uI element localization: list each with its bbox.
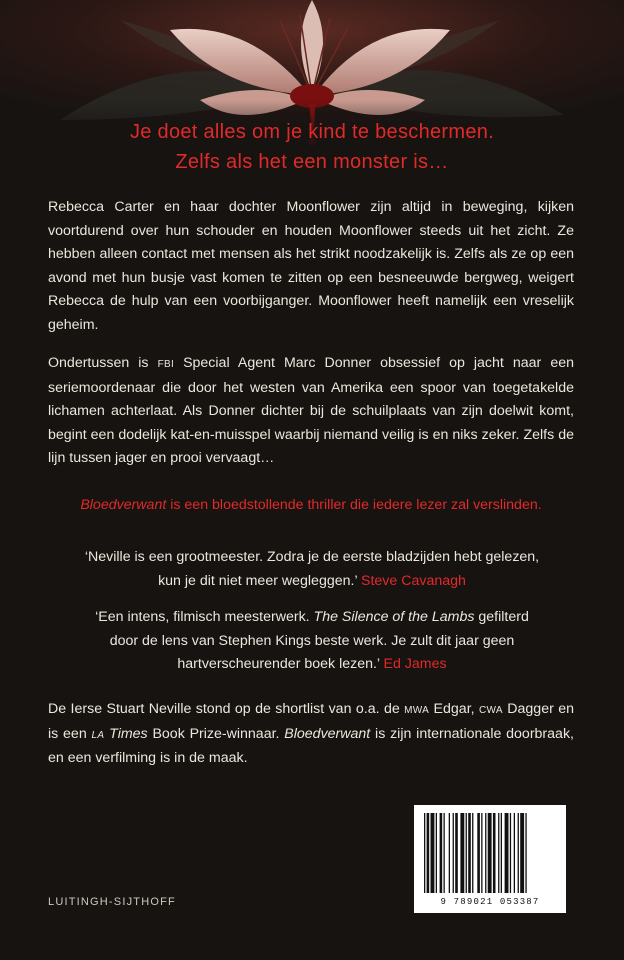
barcode-bar [431,813,435,893]
barcode-bar [477,813,480,893]
tagline [0,117,624,177]
barcode [414,805,566,913]
barcode-bar [481,813,482,893]
barcode-bar [501,813,502,893]
quote1-line1: ‘Neville is een grootmeester. Zodra je de eerste bladzijden hebt gelezen, [84,549,540,565]
fbi-abbr: FBI [157,359,175,370]
cwa-abbr: CWA [479,705,503,716]
p2-before: Ondertussen is [48,355,158,371]
barcode-bar [472,813,473,893]
barcode-bar [427,813,430,893]
barcode-bar [466,813,467,893]
author-bio [48,698,574,771]
quote2-title: The Silence of the Lambs [313,609,475,625]
bio-part-3: Dagger en is een [48,701,575,742]
quote2-author: Ed James [383,656,447,672]
barcode-bar [520,813,524,893]
quote1-line2: kun je dit niet meer wegleggen.’ [158,572,362,589]
tagline-line-2: Zelfs als het een monster is… [175,151,449,173]
barcode-bar [468,813,471,893]
synopsis-paragraph-1: Rebecca Carter en haar dochter Moonflower zijn altijd in beweging, kijken voortdurend over hun schouder en houden Moonflower steeds uit het zicht. Ze hebben alleen contact met mensen als het strikt noodzakelijk is. Zelfs als ze op een avond met hun busje vast komen te zitten op een besneeuwde bergweg, weigert Rebecca de hulp van een voorbijganger. Moonflower heeft namelijk een vreselijk geheim. [48,199,574,333]
isbn-number: 9 789021 053387 [440,897,540,907]
quote2-line2: door de lens van Stephen Kings beste werk. Je zult dit jaar geen [109,632,515,649]
barcode-bar [453,813,454,893]
bio-book-title: Bloedverwant [284,725,371,742]
barcode-bar [424,813,425,893]
publisher-logo: LUITINGH-SIJTHOFF [48,896,176,908]
tagline-line-1: Je doet alles om je kind te beschermen. [129,121,495,143]
barcode-bar [493,813,496,893]
barcode-bar [444,813,445,893]
book-title: Bloedverwant [80,497,167,513]
pitch-text: is een bloedstollende thriller die iedere lezer zal verslinden. [166,497,542,513]
quote2-line3: hartverscheurender boek lezen.’ [177,656,384,672]
barcode-bar [460,813,464,893]
barcode-bar [505,813,509,893]
barcode-bar [455,813,458,893]
barcode-bar [449,813,450,893]
barcode-bar [525,813,526,893]
la-abbr: LA [91,729,105,741]
barcode-bar [514,813,515,893]
barcode-bar [488,813,492,893]
barcode-bar [436,813,437,893]
barcode-bar [440,813,443,893]
barcode-bar [510,813,511,893]
barcode-bars [414,805,566,897]
quote1-author: Steve Cavanagh [361,572,466,589]
barcode-bar [485,813,486,893]
quote-james [40,606,584,677]
quote2-line1-after: gefilterd [474,609,529,625]
pitch-line [48,494,574,518]
bio-part-1: De Ierse Stuart Neville stond op de shortlist van o.a. de [48,701,405,717]
mwa-abbr: MWA [404,705,430,716]
bio-part-4: Book Prize-winnaar. [147,725,285,742]
barcode-bar [518,813,519,893]
synopsis-paragraph-2 [48,352,574,471]
quote-cavanagh [40,546,584,593]
bio-part-5: is zijn internationale doorbraak, en een verfilming is in de maak. [48,725,574,766]
p2-after: Special Agent Marc Donner obsessief op jacht naar een seriemoordenaar die door het westen van Amerika een spoor van toegetakelde lichamen achterlaat. Als Donner dichter bij de schuilplaats van zijn doelwit komt, begint een dodelijk kat-en-muisspel waarbij niemand veilig is en niks zeker. Zelfs de lijn tussen jager en prooi vervaagt… [48,355,574,466]
bio-part-2: Edgar, [429,701,479,717]
barcode-bar [498,813,499,893]
quote2-line1-before: ‘Een intens, filmisch meesterwerk. [95,609,314,625]
times-word: Times [104,725,148,742]
